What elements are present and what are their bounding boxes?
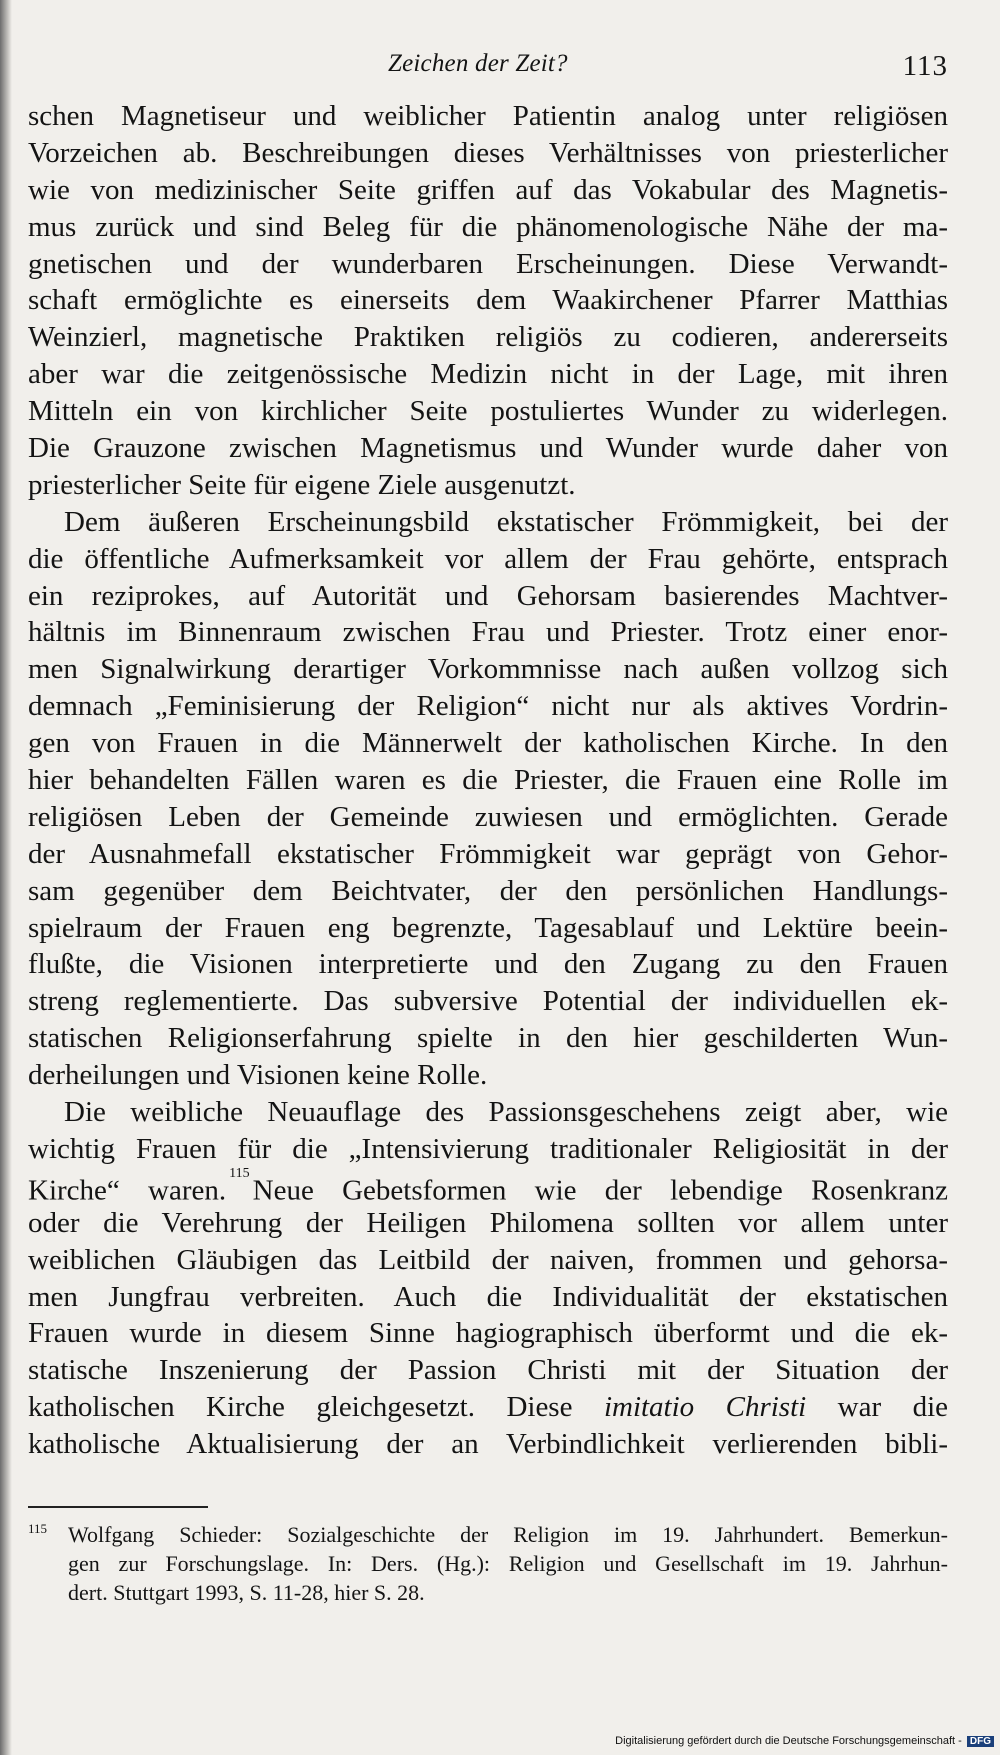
text-line: streng reglementierte. Das subversive Potential der individuellen ek- xyxy=(28,985,948,1018)
text-line: statischen Religionserfahrung spielte in den hier geschilderten Wun- xyxy=(28,1022,948,1055)
footnote-number: 115 xyxy=(28,1521,48,1536)
text-line: demnach „Feminisierung der Religion“ nicht nur als aktives Vordrin- xyxy=(28,690,948,723)
footnote-line: gen zur Forschungslage. In: Ders. (Hg.): Religion und Gesellschaft im 19. Jahrhun- xyxy=(68,1551,948,1576)
footnote-separator xyxy=(28,1506,208,1508)
digitization-credit xyxy=(615,1735,994,1747)
text-line: statische Inszenierung der Passion Christi mit der Situation der xyxy=(28,1354,948,1387)
page-number: 113 xyxy=(902,50,948,82)
text-line: aber war die zeitgenössische Medizin nicht in der Lage, mit ihren xyxy=(28,358,948,391)
text-fragment: katholischen Kirche gleichgesetzt. Diese xyxy=(28,1391,573,1424)
footnotes xyxy=(28,1520,948,1607)
text-line xyxy=(28,1389,948,1426)
footnote-reference[interactable]: 115 xyxy=(229,1165,250,1181)
page-binding-edge xyxy=(0,0,12,1755)
text-line: priesterlicher Seite für eigene Ziele ausgenutzt. xyxy=(28,468,576,501)
text-fragment: Neue Gebetsformen wie der lebendige Rosenkranz xyxy=(252,1174,948,1207)
italic-term: imitatio Christi xyxy=(603,1391,807,1424)
text-line: schen Magnetiseur und weiblicher Patientin analog unter religiösen xyxy=(28,100,948,132)
text-line: der Ausnahmefall ekstatischer Frömmigkeit war geprägt von Gehor- xyxy=(28,837,948,870)
text-line: die öffentliche Aufmerksamkeit vor allem der Frau gehörte, entsprach xyxy=(28,542,948,575)
text-line: sam gegenüber dem Beichtvater, der den persönlichen Handlungs- xyxy=(28,874,948,907)
footnote-line xyxy=(28,1520,948,1549)
text-fragment: war die xyxy=(837,1391,949,1424)
text-line: Die weibliche Neuauflage des Passionsgeschehens zeigt aber, wie xyxy=(64,1096,948,1129)
running-title: Zeichen der Zeit? xyxy=(388,50,568,77)
text-line: Dem äußeren Erscheinungsbild ekstatischer Frömmigkeit, bei der xyxy=(64,505,948,538)
text-line: hältnis im Binnenraum zwischen Frau und Priester. Trotz einer enor- xyxy=(28,616,948,649)
footnote-line: dert. Stuttgart 1993, S. 11-28, hier S. 28. xyxy=(68,1580,425,1605)
text-line: derheilungen und Visionen keine Rolle. xyxy=(28,1059,488,1092)
text-line: Vorzeichen ab. Beschreibungen dieses Verhältnisses von priesterlicher xyxy=(28,136,948,169)
text-line: gnetischen und der wunderbaren Erscheinungen. Diese Verwandt- xyxy=(28,247,948,280)
text-line: spielraum der Frauen eng begrenzte, Tagesablauf und Lektüre beein- xyxy=(28,911,948,944)
text-line: gen von Frauen in die Männerwelt der katholischen Kirche. In den xyxy=(28,727,948,760)
text-line: wie von medizinischer Seite griffen auf das Vokabular des Magnetis- xyxy=(28,173,948,206)
text-line: oder die Verehrung der Heiligen Philomena sollten vor allem unter xyxy=(28,1206,948,1239)
text-line: mus zurück und sind Beleg für die phänomenologische Nähe der ma- xyxy=(28,210,948,243)
footnote-text: Wolfgang Schieder: Sozialgeschichte der Religion im 19. Jahrhundert. Bemerkun- xyxy=(68,1522,948,1547)
text-line: Mitteln ein von kirchlicher Seite postuliertes Wunder zu widerlegen. xyxy=(28,395,948,428)
text-line: Frauen wurde in diesem Sinne hagiographisch überformt und die ek- xyxy=(28,1317,948,1350)
text-line: hier behandelten Fällen waren es die Priester, die Frauen eine Rolle im xyxy=(28,764,948,797)
text-line: Weinzierl, magnetische Praktiken religiös zu codieren, andererseits xyxy=(28,321,948,354)
text-line: Die Grauzone zwischen Magnetismus und Wunder wurde daher von xyxy=(28,432,948,465)
dfg-logo: DFG xyxy=(967,1736,994,1747)
text-line: katholische Aktualisierung der an Verbindlichkeit verlierenden bibli- xyxy=(28,1428,948,1461)
text-line: men Signalwirkung derartiger Vorkommnisse nach außen vollzog sich xyxy=(28,653,948,686)
text-line: flußte, die Visionen interpretierte und den Zugang zu den Frauen xyxy=(28,948,948,981)
text-line: schaft ermöglichte es einerseits dem Waakirchener Pfarrer Matthias xyxy=(28,284,948,317)
text-fragment: Kirche“ waren. xyxy=(28,1174,227,1207)
text-line: men Jungfrau verbreiten. Auch die Individualität der ekstatischen xyxy=(28,1280,948,1313)
body-text xyxy=(28,98,948,1463)
text-line: ein reziprokes, auf Autorität und Gehorsam basierendes Machtver- xyxy=(28,579,948,612)
text-line: wichtig Frauen für die „Intensivierung traditionaler Religiosität in der xyxy=(28,1132,948,1165)
text-line xyxy=(28,1165,948,1207)
text-line: religiösen Leben der Gemeinde zuwiesen und ermöglichten. Gerade xyxy=(28,800,948,833)
credit-text: Digitalisierung gefördert durch die Deutsche Forschungsgemeinschaft - xyxy=(615,1735,962,1747)
text-line: weiblichen Gläubigen das Leitbild der naiven, frommen und gehorsa- xyxy=(28,1243,948,1276)
